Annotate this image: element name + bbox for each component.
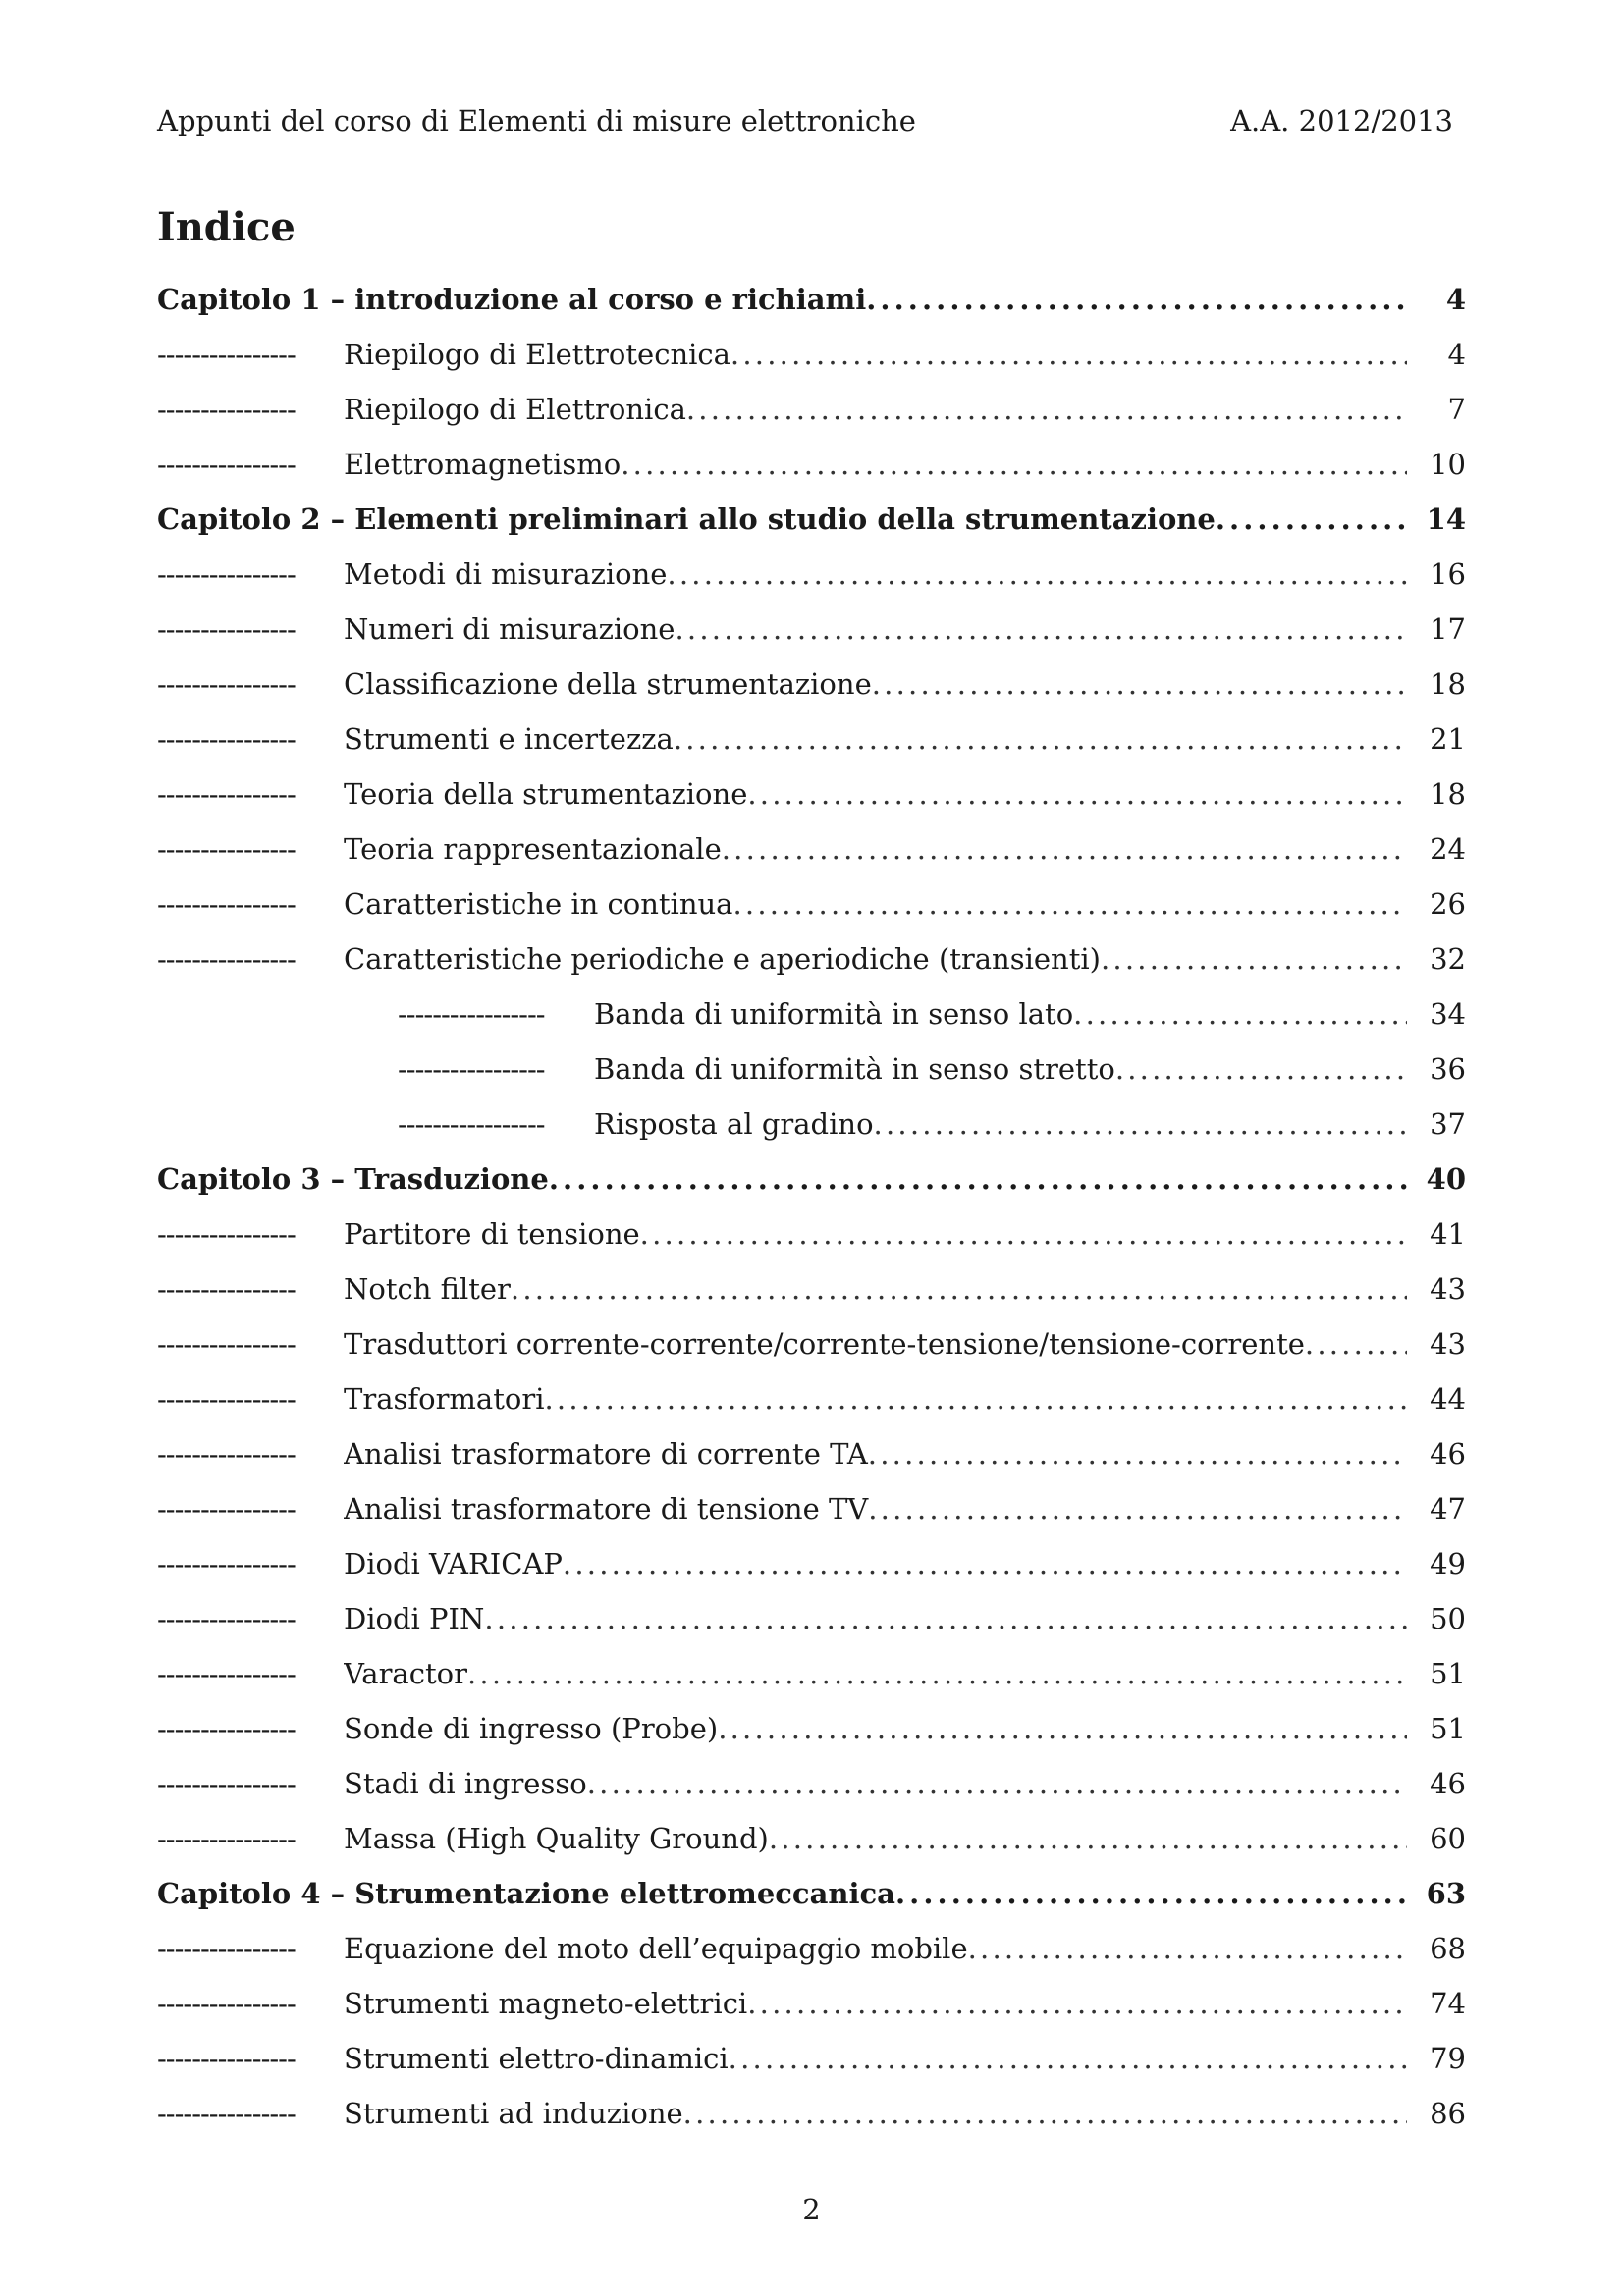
toc-entry [344, 442, 1407, 487]
toc-dot-leader [667, 552, 1407, 597]
page-title: Indice [157, 204, 296, 250]
toc-entry [344, 1541, 1407, 1586]
toc-dot-leader [467, 1651, 1407, 1696]
toc-entry [594, 1101, 1407, 1147]
toc-dot-leader [1073, 991, 1407, 1037]
toc-chapter-row [157, 277, 1466, 332]
toc-dot-leader [747, 772, 1407, 817]
toc-entry [344, 2091, 1407, 2136]
toc-entry-title: Banda di uniformità in senso lato [594, 997, 1074, 1031]
toc-entry [157, 1871, 1407, 1916]
toc-page-number: 50 [1430, 1602, 1466, 1635]
toc-entry-title: Strumenti e incertezza [344, 722, 674, 756]
toc-dot-leader [563, 1541, 1407, 1586]
toc-page-number: 46 [1430, 1437, 1466, 1470]
toc-page-number: 79 [1430, 2042, 1466, 2075]
toc-entry-row [157, 1761, 1466, 1816]
toc-dot-leader [587, 1761, 1407, 1806]
toc-entry-title: Elementi preliminari allo studio della strumentazione [354, 503, 1216, 536]
header-course-title: Appunti del corso di Elementi di misure elettroniche [157, 104, 916, 137]
toc-page-number: 43 [1430, 1327, 1466, 1361]
toc-page-number: 18 [1430, 777, 1466, 811]
toc-entry-row [157, 1266, 1466, 1321]
toc-page-number: 49 [1430, 1547, 1466, 1580]
toc-dot-leader [511, 1266, 1407, 1311]
toc-page-number: 18 [1430, 667, 1466, 701]
running-header [157, 104, 1453, 143]
toc-entry-title: Strumenti elettro-dinamici [344, 2042, 729, 2075]
toc-dot-leader [544, 1376, 1407, 1421]
toc-entry [344, 1321, 1407, 1366]
toc-entry-row [157, 387, 1466, 442]
toc-entry-row [157, 1101, 1466, 1156]
toc-entry-row [157, 662, 1466, 717]
toc-page-number: 37 [1430, 1107, 1466, 1141]
toc-entry-row [157, 1926, 1466, 1981]
toc-entry [344, 827, 1407, 872]
toc-entry [344, 1706, 1407, 1751]
toc-entry-title: Strumentazione elettromeccanica [354, 1877, 895, 1910]
toc-dot-leader [683, 2091, 1407, 2136]
header-academic-year: A.A. 2012/2013 [1230, 104, 1453, 137]
toc-entry-title: Sonde di ingresso (Probe) [344, 1712, 719, 1745]
toc-entry-title: Banda di uniformità in senso stretto [594, 1052, 1115, 1086]
table-of-contents [157, 277, 1466, 2146]
page-number: 2 [802, 2193, 821, 2226]
toc-page-number: 14 [1426, 503, 1466, 536]
toc-entry-row [157, 1816, 1466, 1871]
toc-chapter-label: Capitolo 3 – [157, 1162, 355, 1196]
toc-entry [344, 1431, 1407, 1476]
toc-dash-marker: ---------------- [157, 558, 296, 591]
toc-page-number: 21 [1430, 722, 1466, 756]
toc-entry-row [157, 1706, 1466, 1761]
toc-entry-title: Riepilogo di Elettronica [344, 393, 686, 426]
toc-page-number: 60 [1430, 1822, 1466, 1855]
toc-entry-title: Analisi trasformatore di corrente TA [344, 1437, 868, 1470]
toc-entry-title: Riepilogo di Elettrotecnica [344, 338, 730, 371]
toc-entry-title: Trasformatori [344, 1382, 545, 1415]
toc-dot-leader [747, 1981, 1407, 2026]
toc-page-number: 36 [1430, 1052, 1466, 1086]
toc-entry [594, 1046, 1407, 1092]
toc-entry-title: Classificazione della strumentazione [344, 667, 872, 701]
toc-entry-row [157, 881, 1466, 936]
toc-page-number: 4 [1447, 338, 1466, 371]
toc-page-number: 41 [1430, 1217, 1466, 1251]
toc-chapter-row [157, 1871, 1466, 1926]
toc-entry-row [157, 936, 1466, 991]
toc-dash-marker: ---------------- [157, 1767, 296, 1800]
toc-dash-marker: ---------------- [157, 887, 296, 921]
toc-page-number: 51 [1430, 1712, 1466, 1745]
toc-chapter-label: Capitolo 4 – [157, 1877, 355, 1910]
toc-page-number: 86 [1430, 2097, 1466, 2130]
toc-dash-marker: ---------------- [157, 1932, 296, 1965]
toc-entry-row [157, 827, 1466, 881]
toc-entry-title: Elettromagnetismo [344, 448, 622, 481]
toc-dash-marker: ---------------- [157, 393, 296, 426]
toc-entry-row [157, 442, 1466, 497]
toc-entry [344, 607, 1407, 652]
toc-entry-row [157, 991, 1466, 1046]
toc-dash-marker: ---------------- [157, 1217, 296, 1251]
toc-dot-leader [621, 442, 1407, 487]
toc-entry [344, 332, 1407, 377]
toc-dot-leader [1305, 1321, 1407, 1366]
toc-page-number: 40 [1426, 1162, 1466, 1196]
toc-dot-leader [729, 2036, 1407, 2081]
toc-dash-marker: ----------------- [398, 997, 545, 1031]
toc-entry [157, 277, 1407, 322]
toc-entry [344, 936, 1407, 982]
toc-entry-row [157, 552, 1466, 607]
toc-dot-leader [866, 277, 1407, 322]
toc-entry-title: Equazione del moto dell’equipaggio mobile [344, 1932, 968, 1965]
toc-entry-row [157, 772, 1466, 827]
toc-entry [344, 1596, 1407, 1641]
toc-entry-title: Notch filter [344, 1272, 511, 1306]
toc-entry [344, 662, 1407, 707]
toc-dash-marker: ---------------- [157, 1382, 296, 1415]
toc-entry [344, 552, 1407, 597]
toc-chapter-row [157, 497, 1466, 552]
toc-dash-marker: ---------------- [157, 1657, 296, 1690]
toc-entry-title: Trasduzione [354, 1162, 549, 1196]
toc-entry-title: Caratteristiche periodiche e aperiodiche (transienti) [344, 942, 1101, 976]
toc-entry-title: Diodi PIN [344, 1602, 485, 1635]
toc-entry-row [157, 1321, 1466, 1376]
toc-chapter-label: Capitolo 2 – [157, 503, 355, 536]
toc-entry [344, 1486, 1407, 1531]
toc-dot-leader [686, 387, 1407, 432]
toc-dot-leader [732, 881, 1407, 927]
toc-entry-row [157, 1376, 1466, 1431]
toc-entry [594, 991, 1407, 1037]
toc-page-number: 26 [1430, 887, 1466, 921]
toc-dot-leader [730, 332, 1407, 377]
toc-page-number: 24 [1430, 832, 1466, 866]
toc-dash-marker: ---------------- [157, 1327, 296, 1361]
toc-chapter-row [157, 1156, 1466, 1211]
toc-entry [344, 1926, 1407, 1971]
toc-entry [344, 2036, 1407, 2081]
toc-dot-leader [722, 827, 1407, 872]
toc-entry-title: Teoria rappresentazionale [344, 832, 722, 866]
toc-page-number: 16 [1430, 558, 1466, 591]
toc-dot-leader [868, 1486, 1407, 1531]
toc-page-number: 51 [1430, 1657, 1466, 1690]
toc-entry-row [157, 1046, 1466, 1101]
toc-page-number: 68 [1430, 1932, 1466, 1965]
toc-dash-marker: ---------------- [157, 667, 296, 701]
toc-entry-title: Diodi VARICAP [344, 1547, 563, 1580]
toc-entry [344, 1266, 1407, 1311]
toc-dash-marker: ---------------- [157, 832, 296, 866]
toc-entry-title: Stadi di ingresso [344, 1767, 587, 1800]
toc-entry [344, 1211, 1407, 1256]
toc-entry [344, 1981, 1407, 2026]
toc-dash-marker: ---------------- [157, 777, 296, 811]
toc-entry [344, 772, 1407, 817]
toc-entry-title: Partitore di tensione [344, 1217, 640, 1251]
toc-dot-leader [549, 1156, 1407, 1201]
toc-entry-title: Metodi di misurazione [344, 558, 668, 591]
toc-entry [344, 1651, 1407, 1696]
toc-entry-title: Strumenti ad induzione [344, 2097, 683, 2130]
toc-entry-title: Teoria della strumentazione [344, 777, 748, 811]
toc-entry-title: Strumenti magneto-elettrici [344, 1987, 748, 2020]
toc-entry-row [157, 2091, 1466, 2146]
toc-entry-title: introduzione al corso e richiami [354, 283, 867, 316]
toc-dot-leader [968, 1926, 1407, 1971]
toc-entry-title: Massa (High Quality Ground) [344, 1822, 769, 1855]
toc-page-number: 44 [1430, 1382, 1466, 1415]
toc-dash-marker: ---------------- [157, 1437, 296, 1470]
toc-entry-title: Analisi trasformatore di tensione TV [344, 1492, 869, 1525]
toc-chapter-label: Capitolo 1 – [157, 283, 355, 316]
toc-dash-marker: ---------------- [157, 338, 296, 371]
toc-dash-marker: ---------------- [157, 1822, 296, 1855]
toc-dash-marker: ---------------- [157, 1492, 296, 1525]
toc-dash-marker: ---------------- [157, 1272, 296, 1306]
toc-page-number: 47 [1430, 1492, 1466, 1525]
toc-entry [157, 497, 1407, 542]
toc-entry [344, 387, 1407, 432]
toc-entry-row [157, 332, 1466, 387]
toc-dot-leader [1115, 1046, 1407, 1092]
toc-dot-leader [674, 717, 1407, 762]
toc-dash-marker: ---------------- [157, 1712, 296, 1745]
toc-page-number: 63 [1426, 1877, 1466, 1910]
toc-dash-marker: ----------------- [398, 1052, 545, 1086]
toc-entry [344, 1816, 1407, 1861]
toc-page-number: 17 [1430, 613, 1466, 646]
toc-dash-marker: ---------------- [157, 2042, 296, 2075]
toc-dot-leader [718, 1706, 1407, 1751]
toc-page-number: 74 [1430, 1987, 1466, 2020]
toc-dot-leader [484, 1596, 1407, 1641]
toc-page-number: 4 [1445, 283, 1466, 316]
toc-dash-marker: ---------------- [157, 942, 296, 976]
toc-dash-marker: ---------------- [157, 2097, 296, 2130]
toc-dot-leader [874, 1101, 1407, 1147]
toc-page-number: 46 [1430, 1767, 1466, 1800]
toc-dot-leader [872, 662, 1407, 707]
toc-dash-marker: ---------------- [157, 613, 296, 646]
toc-entry-title: Caratteristiche in continua [344, 887, 733, 921]
toc-entry-row [157, 1431, 1466, 1486]
toc-dash-marker: ---------------- [157, 722, 296, 756]
toc-entry-row [157, 607, 1466, 662]
toc-page-number: 43 [1430, 1272, 1466, 1306]
toc-dot-leader [868, 1431, 1407, 1476]
toc-entry-row [157, 1596, 1466, 1651]
toc-dot-leader [1216, 497, 1407, 542]
toc-entry-row [157, 2036, 1466, 2091]
toc-entry-title: Varactor [344, 1657, 467, 1690]
toc-entry-title: Numeri di misurazione [344, 613, 676, 646]
toc-entry [344, 717, 1407, 762]
toc-entry-row [157, 1541, 1466, 1596]
toc-page-number: 7 [1447, 393, 1466, 426]
toc-page-number: 10 [1430, 448, 1466, 481]
toc-dash-marker: ----------------- [398, 1107, 545, 1141]
toc-dot-leader [769, 1816, 1407, 1861]
toc-entry-row [157, 717, 1466, 772]
toc-entry-row [157, 1981, 1466, 2036]
toc-entry-title: Trasduttori corrente-corrente/corrente-tensione/tensione-corrente [344, 1327, 1305, 1361]
toc-entry [157, 1156, 1407, 1201]
toc-dot-leader [1101, 936, 1407, 982]
toc-entry [344, 1376, 1407, 1421]
toc-dot-leader [895, 1871, 1407, 1916]
toc-entry [344, 881, 1407, 927]
toc-page-number: 34 [1430, 997, 1466, 1031]
toc-dash-marker: ---------------- [157, 1547, 296, 1580]
toc-entry-title: Risposta al gradino [594, 1107, 874, 1141]
toc-entry-row [157, 1211, 1466, 1266]
toc-dot-leader [640, 1211, 1407, 1256]
toc-dash-marker: ---------------- [157, 448, 296, 481]
toc-dot-leader [675, 607, 1407, 652]
toc-entry [344, 1761, 1407, 1806]
toc-dash-marker: ---------------- [157, 1987, 296, 2020]
toc-entry-row [157, 1651, 1466, 1706]
toc-entry-row [157, 1486, 1466, 1541]
toc-page-number: 32 [1430, 942, 1466, 976]
toc-dash-marker: ---------------- [157, 1602, 296, 1635]
